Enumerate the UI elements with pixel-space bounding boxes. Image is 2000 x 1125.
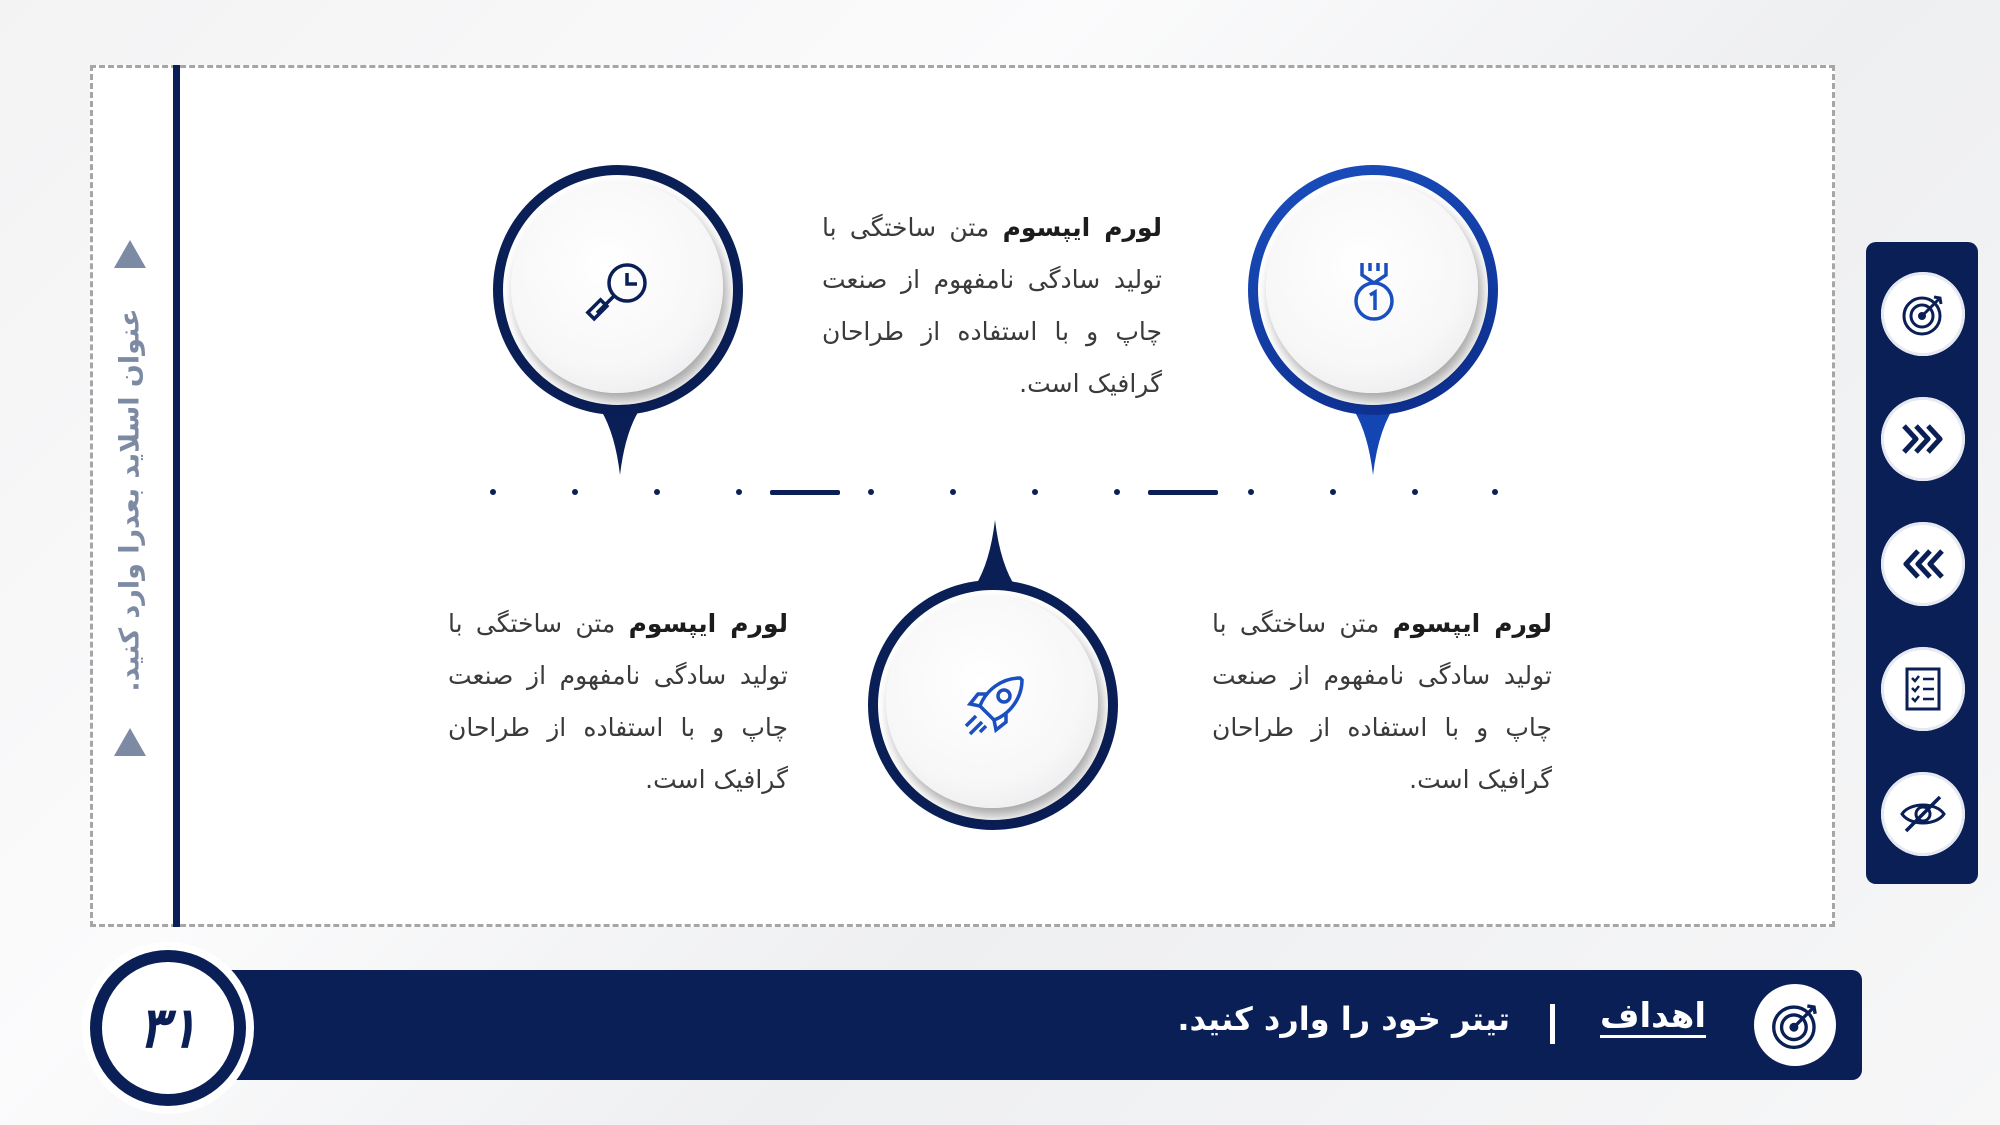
section-label[interactable]: اهداف [1600, 996, 1707, 1036]
timeline-dot [654, 489, 660, 495]
timeline-dash [1148, 490, 1218, 495]
toolbar-button-hide[interactable] [1881, 772, 1965, 856]
pin-search [493, 165, 743, 415]
timeline-dot [1032, 489, 1038, 495]
timeline-dot [1330, 489, 1336, 495]
slide-title: تیتر خود را وارد کنید. [1177, 1000, 1510, 1038]
chevrons-left-icon [1898, 539, 1948, 589]
side-toolbar [1866, 242, 1978, 884]
medal-icon [1340, 257, 1408, 325]
timeline-dot [868, 489, 874, 495]
timeline-dot [1412, 489, 1418, 495]
toolbar-button-goals[interactable] [1881, 272, 1965, 356]
timeline-dot [950, 489, 956, 495]
triangle-up-icon[interactable] [114, 240, 146, 268]
target-icon [1767, 997, 1823, 1053]
timeline-dot [1114, 489, 1120, 495]
toolbar-button-next[interactable] [1881, 397, 1965, 481]
chevrons-right-icon [1898, 414, 1948, 464]
toolbar-button-list[interactable] [1881, 647, 1965, 731]
timeline-dot [490, 489, 496, 495]
pin-rocket [868, 580, 1118, 830]
triangle-up-icon[interactable] [114, 728, 146, 756]
timeline-dot [1248, 489, 1254, 495]
card-text: لورم ایپسوم متن ساختگی با تولید سادگی نامفهوم از صنعت چاپ و با استفاده از طراحان گرافیک است. [822, 213, 1163, 398]
page-number: ۳۱ [102, 962, 234, 1094]
card-text: لورم ایپسوم متن ساختگی با تولید سادگی نامفهوم از صنعت چاپ و با استفاده از طراحان گرافیک است. [448, 609, 789, 794]
toolbar-button-prev[interactable] [1881, 522, 1965, 606]
search-time-icon [585, 257, 653, 325]
card-text: لورم ایپسوم متن ساختگی با تولید سادگی نامفهوم از صنعت چاپ و با استفاده از طراحان گرافیک است. [1212, 609, 1553, 794]
banner-separator [1550, 1004, 1555, 1044]
rocket-icon [960, 672, 1028, 740]
timeline-dot [736, 489, 742, 495]
side-title-area [100, 240, 160, 760]
timeline-dot [572, 489, 578, 495]
banner-icon [1754, 984, 1836, 1066]
eye-off-icon [1898, 789, 1948, 839]
checklist-icon [1898, 664, 1948, 714]
timeline-dash [770, 490, 840, 495]
timeline-dot [1492, 489, 1498, 495]
pin-medal [1248, 165, 1498, 415]
frame-divider [173, 65, 180, 927]
target-icon [1898, 289, 1948, 339]
side-title: عنوان اسلاید بعدرا وارد کنید. [114, 308, 146, 692]
